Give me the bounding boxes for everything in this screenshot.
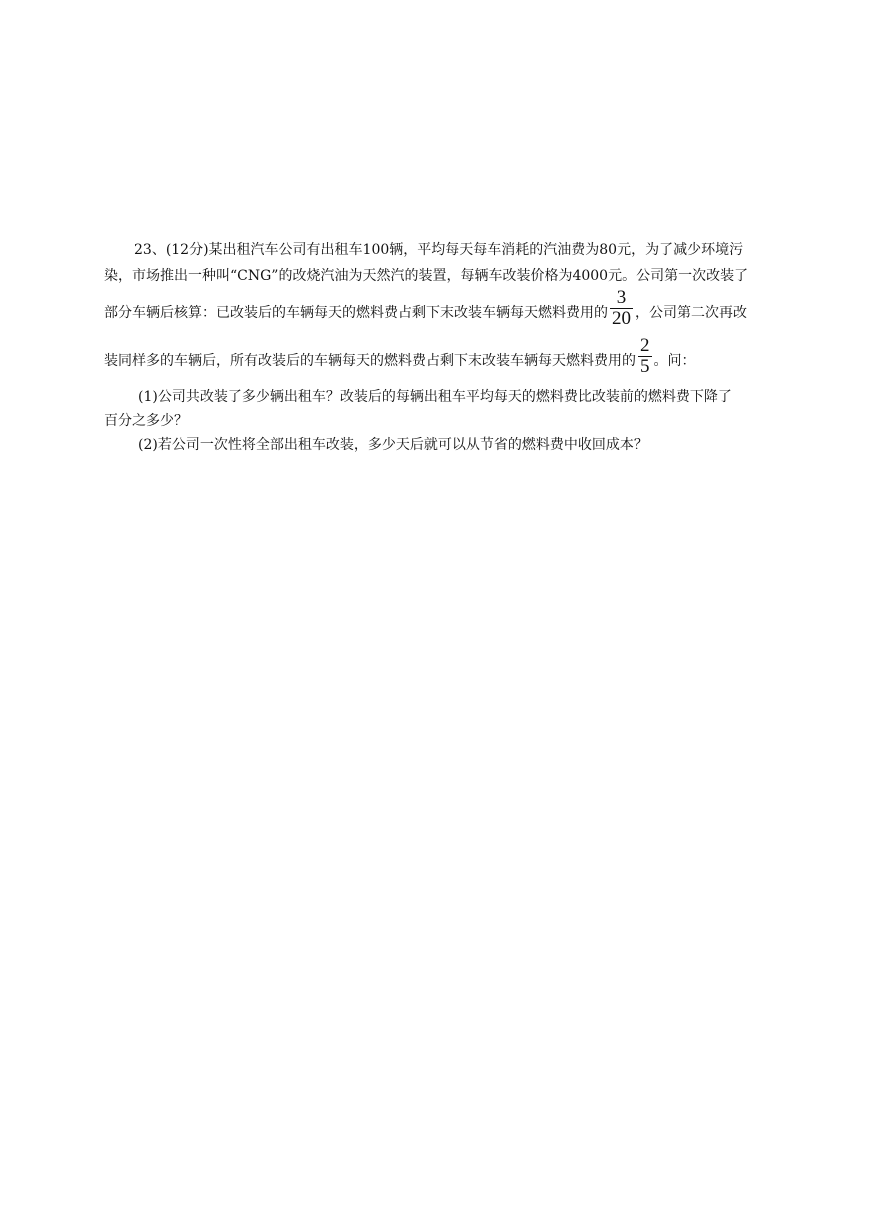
problem-line-3-tail: ，公司第二次再改 (635, 305, 747, 321)
problem-line-4 (104, 334, 804, 385)
fraction-numerator: 3 (610, 288, 633, 309)
fraction-3-over-20 (610, 288, 633, 329)
fraction-denominator: 20 (612, 307, 631, 329)
problem-line-2: 染，市场推出一种叫“CNG”的改烧汽油为天然汽的装置，每辆车改装价格为4000元。公司第一次改装了 (104, 268, 749, 284)
problem-line-3-text: 部分车辆后核算：已改装后的车辆每天的燃料费占剩下末改装车辆每天燃料费用的 (104, 305, 608, 321)
problem-line-4-text: 装同样多的车辆后，所有改装后的车辆每天的燃料费占剩下末改装车辆每天燃料费用的 (104, 353, 636, 369)
problem-line-3 (104, 286, 804, 337)
fraction-2-over-5 (638, 336, 652, 377)
problem-23 (104, 237, 804, 457)
fraction-numerator: 2 (640, 334, 650, 356)
fraction-denominator: 5 (640, 355, 650, 377)
problem-line-4-tail: 。问： (653, 353, 696, 369)
question-1-line-2: 百分之多少？ (104, 413, 188, 429)
question-1-line-1: (1)公司共改装了多少辆出租车？改装后的每辆出租车平均每天的燃料费比改装前的燃料费下降了 (138, 389, 732, 405)
problem-line-1: 23、(12分)某出租汽车公司有出租车100辆，平均每天每车消耗的汽油费为80元，为了减少环境污 (134, 242, 744, 258)
question-2: (2)若公司一次性将全部出租车改装，多少天后就可以从节省的燃料费中收回成本？ (138, 437, 648, 453)
